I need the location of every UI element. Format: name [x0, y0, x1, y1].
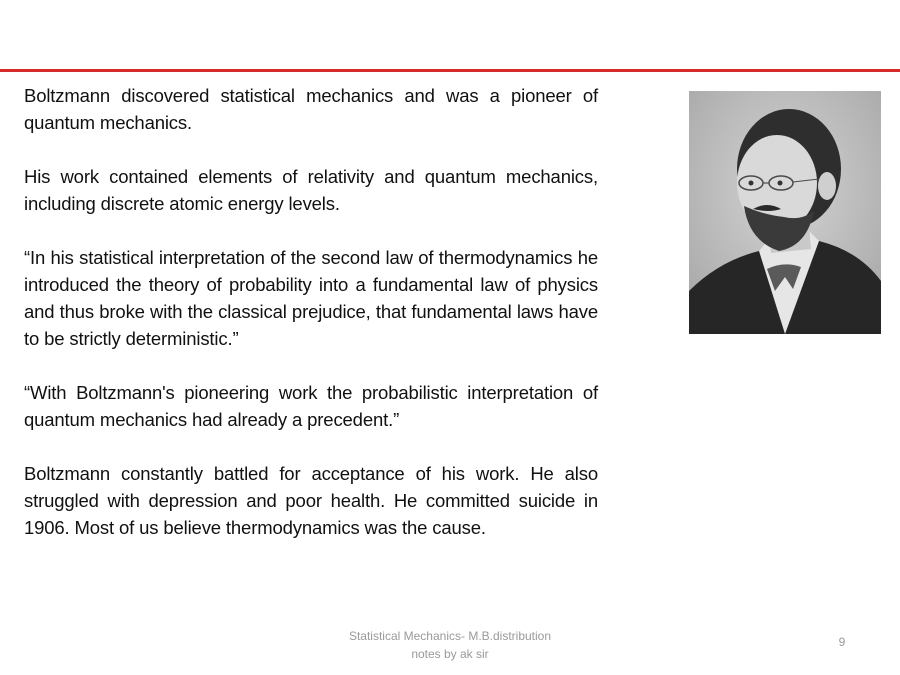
slide-footer — [300, 627, 600, 663]
header-divider — [0, 69, 900, 72]
footer-title: Statistical Mechanics- M.B.distribution — [348, 629, 552, 643]
quote-second-law: “In his statistical interpretation of the second law of thermodynamics he introduced the theory of probability into a fundamental law of physics and thus broke with the classical prejudice, that fundamental laws have to be strictly deterministic.” — [24, 247, 598, 349]
portrait-illustration — [689, 91, 881, 334]
page-number: 9 — [838, 635, 846, 649]
footer-author: notes by ak sir — [411, 647, 489, 661]
boltzmann-portrait — [689, 91, 881, 334]
paragraph-biography: Boltzmann constantly battled for acceptance of his work. He also struggled with depression and poor health. He committed suicide in 1906. Most of us believe thermodynamics was the cause. — [24, 463, 598, 538]
paragraph-intro: Boltzmann discovered statistical mechanics and was a pioneer of quantum mechanics. — [24, 85, 598, 133]
quote-precedent: “With Boltzmann's pioneering work the probabilistic interpretation of quantum mechanics had already a precedent.” — [24, 382, 598, 430]
paragraph-relativity: His work contained elements of relativity and quantum mechanics, including discrete atomic energy levels. — [24, 166, 598, 214]
slide-body — [24, 82, 598, 568]
